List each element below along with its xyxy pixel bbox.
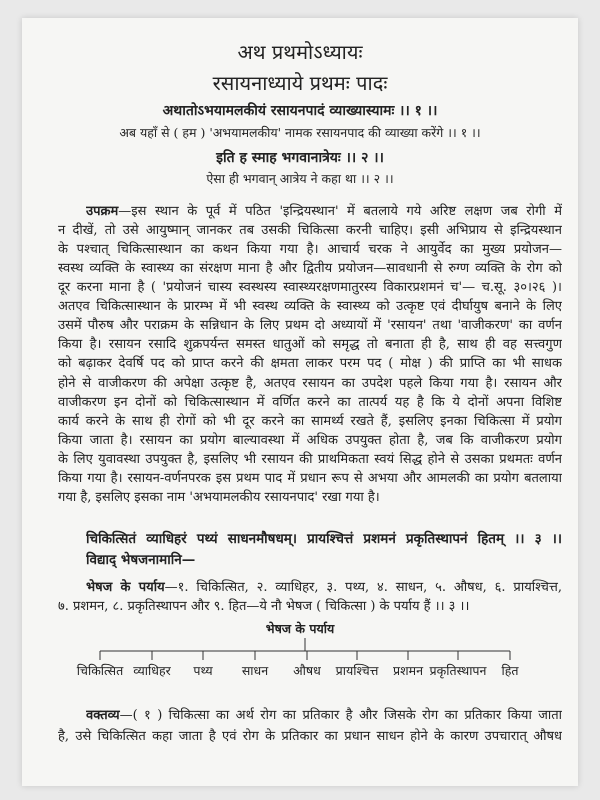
- paragraph-line: गया है, इसलिए इसका नाम 'अभयामलकीय रसायनपाद' रखा गया है।: [58, 489, 380, 505]
- paragraph-line: अतएव चिकित्सास्थान के प्रारम्भ में भी स्वस्थ व्यक्ति के स्वास्थ्य को उत्कृष्ट एवं दीर्घायुष बनाने के लिए: [58, 299, 562, 315]
- tree-item-label: हित: [501, 663, 519, 678]
- paragraph-line: के पश्चात् चिकित्सास्थान का कथन किया गया है। आचार्य चरक ने आयुर्वेद का मुख्य प्रयोजन—: [58, 242, 562, 258]
- chapter-heading: अथ प्रथमोऽध्यायः: [237, 40, 363, 64]
- paragraph-line: को बढ़ाकर देवर्षि पद को प्राप्त करने की क्षमता लाकर परम पद ( मोक्ष ) की प्राप्ति का भी साधक: [58, 356, 562, 372]
- paragraph-line: किया गया है। रसायन-वर्णनपरक इस प्रथम पाद में प्रधान रूप से अभया और आमलकी का प्रयोग बतलाया: [58, 470, 562, 486]
- verse-2-sanskrit: इति ह स्माह भगवानात्रेयः ।। २ ।।: [216, 150, 384, 166]
- verse-1-sanskrit: अथातोऽभयामलकीयं रसायनपादं व्याख्यास्यामः ।। १ ।।: [162, 103, 438, 119]
- paragraph-line: कार्य करने के साथ ही रोगों को भी दूर करने का सामर्थ्य रखते हैं, इसलिए इनका चिकित्सा में प्रयोग: [58, 413, 562, 429]
- paryaya-line-1: भेषज के पर्याय—१. चिकित्सित, २. व्याधिहर, ३. पथ्य, ४. साधन, ५. औषध, ६. प्रायश्चित्त,: [86, 580, 562, 595]
- verse-2-translation: ऐसा ही भगवान् आत्रेय ने कहा था ।। २ ।।: [206, 171, 394, 186]
- vaktavya-label: वक्तव्य: [86, 708, 120, 723]
- pada-heading: रसायनाध्याये प्रथमः पादः: [212, 71, 388, 95]
- paragraph-line: स्वस्थ व्यक्ति के स्वास्थ्य का संरक्षण माना है और द्वितीय प्रयोजन—सावधानी से रुग्ण व्यक्ति के रोग को: [58, 261, 562, 277]
- tree-item-label: प्रायश्चित्त: [335, 663, 379, 678]
- diagram-title: भेषज के पर्याय: [265, 621, 335, 636]
- vaktavya-line-1: वक्तव्य—( १ ) चिकित्सा का अर्थ रोग का प्रतिकार है और जिसके रोग का प्रतिकार किया जाता: [86, 708, 562, 723]
- paragraph-line: होने से वाजीकरण की अपेक्षा उत्कृष्ट है, अतएव रसायन का उपदेश पहले किया गया है। रसायन और: [58, 375, 562, 391]
- paragraph-line: उपक्रम—इस स्थान के पूर्व में पठित 'इन्द्रियस्थान' में बतलाये गये अरिष्ट लक्षण जब रोगी में: [86, 204, 562, 219]
- vaktavya-line-2: है, उसे चिकित्सित कहा जाता है एवं रोग के प्रतिकार का प्रधान साधन होने के कारण उपचारात् औषध: [58, 729, 562, 744]
- tree-item-label: प्रकृतिस्थापन: [429, 663, 487, 678]
- paragraph-line: किया है। रसायन रसादि शुक्रपर्यन्त समस्त धातुओं को समृद्ध तो बनाता ही है, साथ ही वह सत्त्वगुण: [58, 337, 562, 353]
- paragraph-line: न दीखें, तो उसे आयुष्मान् जानकर तब उसकी चिकित्सा करनी चाहिए। इसी अभिप्राय से इन्द्रियस्थान: [58, 223, 562, 239]
- tree-item-label: औषध: [293, 663, 321, 678]
- verse-3-line-1: चिकित्सितं व्याधिहरं पथ्यं साधनमौषधम्। प्रायश्चित्तं प्रशमनं प्रकृतिस्थापनं हितम् ।। ३ ।।: [86, 531, 562, 547]
- paragraph-line: वाजीकरण इन दोनों को चिकित्सास्थान में वर्णित करने का तात्पर्य यह है कि ये दोनों अपना विशिष्ट: [58, 394, 562, 410]
- tree-item-label: चिकित्सित: [76, 663, 124, 678]
- tree-item-label: पथ्य: [193, 663, 213, 678]
- tree-item-label: प्रशमन: [392, 663, 424, 678]
- paryaya-line-2: ७. प्रशमन, ८. प्रकृतिस्थापन और ९. हित—ये नौ भेषज ( चिकित्सा ) के पर्याय हैं ।। ३ ।।: [58, 599, 470, 614]
- paragraph-line: के लिए युवावस्था उपयुक्त है, इसलिए भी रसायन की प्राथमिकता स्वयं सिद्ध होने से उसका प्रथमतः वर्णन: [58, 451, 562, 467]
- verse-3-line-2: विद्याद् भेषजनामानि—: [86, 552, 196, 568]
- paragraph-line: किया जाता है। रसायन का प्रयोग बाल्यावस्था में अधिक उपयुक्त होता है, जब कि वाजीकरण प्रयोग: [58, 432, 562, 448]
- tree-item-label: व्याधिहर: [133, 663, 171, 678]
- paragraph-line: दूर करना माना है ( 'प्रयोजनं चास्य स्वस्थस्य स्वास्थ्यरक्षणमातुरस्य विकारप्रशमनं च'— च.सू. ३०।२६ )।: [58, 280, 562, 296]
- upakram-label: उपक्रम: [86, 204, 119, 219]
- tree-item-label: साधन: [241, 663, 269, 678]
- paragraph-line: उसमें पौरुष और पराक्रम के सन्निधान के लिए प्रथम दो अध्यायों में 'रसायन' तथा 'वाजीकरण' का वर्णन: [58, 318, 562, 334]
- verse-1-translation: अब यहाँ से ( हम ) 'अभयामलकीय' नामक रसायनपाद की व्याख्या करेंगे ।। १ ।।: [119, 125, 481, 140]
- paryaya-label: भेषज के पर्याय: [86, 580, 165, 595]
